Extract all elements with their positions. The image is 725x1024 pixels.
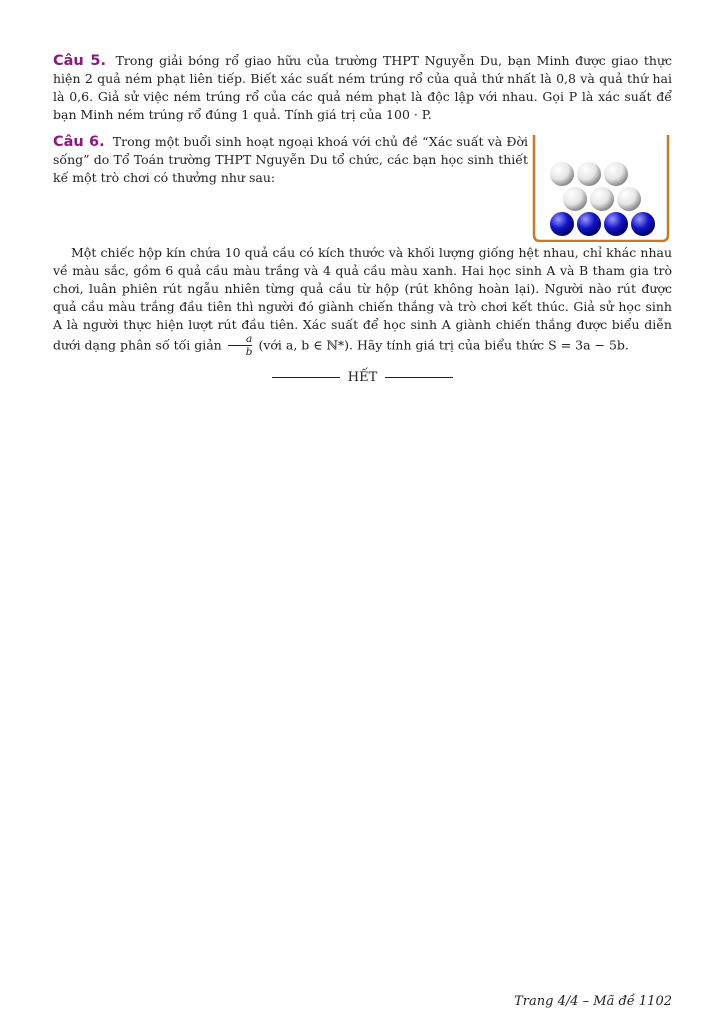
- white-ball: [550, 162, 574, 186]
- question-5-text: Trong giải bóng rổ giao hữu của trường THPT Nguyễn Du, bạn Minh được giao thực hiện 2 quả ném phạt liên tiếp. Biết xác suất ném trúng rổ của quả thứ nhất là 0,8 và quả thứ hai là 0,6. Giả sử việc ném trúng rổ của các quả ném phạt là độc lập với nhau. Gọi P là xác suất để bạn Minh ném trúng rổ đúng 1 quả. Tính giá trị của 100 · P.: [53, 53, 672, 122]
- white-ball: [563, 187, 587, 211]
- question-6-body: [53, 244, 672, 358]
- end-marker: [0, 370, 725, 385]
- question-5: [53, 52, 672, 124]
- fraction-a-over-b: [228, 334, 253, 358]
- question-6-intro-text: Trong một buổi sinh hoạt ngoại khoá với chủ đề “Xác suất và Đời sống” do Tổ Toán trường THPT Nguyễn Du tổ chức, các bạn học sinh thiết kế một trò chơi có thưởng như sau:: [53, 134, 528, 185]
- blue-ball: [604, 212, 628, 236]
- question-6-body-text: Một chiếc hộp kín chứa 10 quả cầu có kích thước và khối lượng giống hệt nhau, chỉ khác nhau về màu sắc, gồm 6 quả cầu màu trắng và 4 quả cầu màu xanh. Hai học sinh A và B tham gia trò chơi, luân phiên rút ngẫu nhiên từng quả cầu từ hộp (rút không hoàn lại). Người nào rút được quả cầu màu trắng đầu tiên thì người đó giành chiến thắng và trò chơi kết thúc. Giả sử học sinh A là người thực hiện lượt rút đầu tiên. Xác suất để học sinh A giành chiến thắng được biểu diễn dưới dạng phân số tối giản: [53, 245, 672, 353]
- question-6-label: Câu 6.: [53, 134, 105, 150]
- page-footer: Trang 4/4 – Mã đề 1102: [514, 994, 672, 1009]
- question-6-intro: [53, 133, 528, 187]
- blue-ball: [577, 212, 601, 236]
- end-text: HẾT: [347, 370, 378, 385]
- fraction-denominator: b: [228, 345, 253, 358]
- white-ball: [590, 187, 614, 211]
- question-6-body-end: (với a, b ∈ ℕ*). Hãy tính giá trị của biểu thức S = 3a − 5b.: [258, 337, 629, 353]
- fraction-numerator: a: [245, 333, 253, 345]
- white-ball: [577, 162, 601, 186]
- question-5-label: Câu 5.: [53, 53, 106, 69]
- blue-ball: [550, 212, 574, 236]
- end-rule-right: [385, 377, 453, 378]
- blue-ball: [631, 212, 655, 236]
- white-ball: [617, 187, 641, 211]
- white-ball: [604, 162, 628, 186]
- end-rule-left: [272, 377, 340, 378]
- ball-box-figure: [532, 135, 670, 242]
